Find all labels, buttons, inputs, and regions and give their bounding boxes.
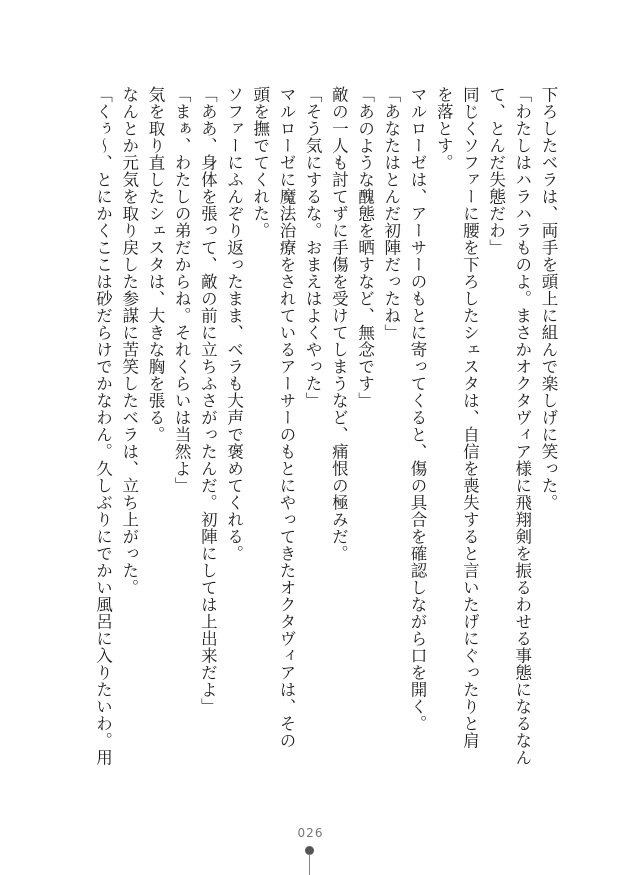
text-line: 頭を撫でてくれた。 — [250, 86, 270, 239]
text-line: 敵の一人も討てずに手傷を受けてしまうなど、痛恨の極みだ。 — [329, 86, 349, 562]
text-line: 「あのような醜態を晒すなど、無念です」 — [355, 86, 375, 409]
text-line: を落とす。 — [434, 86, 454, 171]
text-line: て、とんだ失態だわ」 — [486, 86, 506, 256]
text-line: 下ろしたベラは、両手を頭上に組んで楽しげに笑った。 — [539, 86, 558, 511]
text-line: 「あなたはとんだ初陣だったね」 — [381, 86, 401, 341]
text-line: 「くぅ〜、とにかくここは砂だらけでかなわん。久しぶりにでかい風呂に入りたいわ。用 — [93, 86, 113, 766]
text-line: ソファーにふんぞり返ったまま、ベラも大声で褒めてくれる。 — [224, 86, 244, 562]
text-line: なんとか元気を取り戻した参謀に苦笑したベラは、立ち上がった。 — [119, 86, 139, 596]
text-line: マルローゼに魔法治療をされているアーサーのもとにやってきたオクタヴィアは、その — [276, 86, 296, 749]
text-line: 「まぁ、わたしの弟だからね。それくらいは当然よ」 — [172, 86, 192, 494]
text-line: マルローゼは、アーサーのもとに寄ってくると、傷の具合を確認しながら口を開く。 — [407, 86, 427, 732]
text-line: 気を取り直したシェスタは、大きな胸を張る。 — [145, 86, 165, 443]
text-line: 「わたしはハラハラものよ。まさかオクタヴィア様に飛翔剣を振るわせる事態になるなん — [512, 86, 532, 766]
text-line: 同じくソファーに腰を下ろしたシェスタは、自信を喪失すると言いたげにぐったりと肩 — [460, 86, 480, 749]
text-line: 「そう気にするな。おまえはよくやった」 — [303, 86, 323, 409]
page-ornament-icon — [305, 846, 315, 875]
text-line: 「ああ、身体を張って、敵の前に立ちふさがったんだ。初陣にしては上出来だよ」 — [198, 86, 218, 715]
ornament-stem — [309, 854, 310, 875]
body-text — [89, 86, 561, 806]
page-number: 026 — [297, 826, 324, 840]
